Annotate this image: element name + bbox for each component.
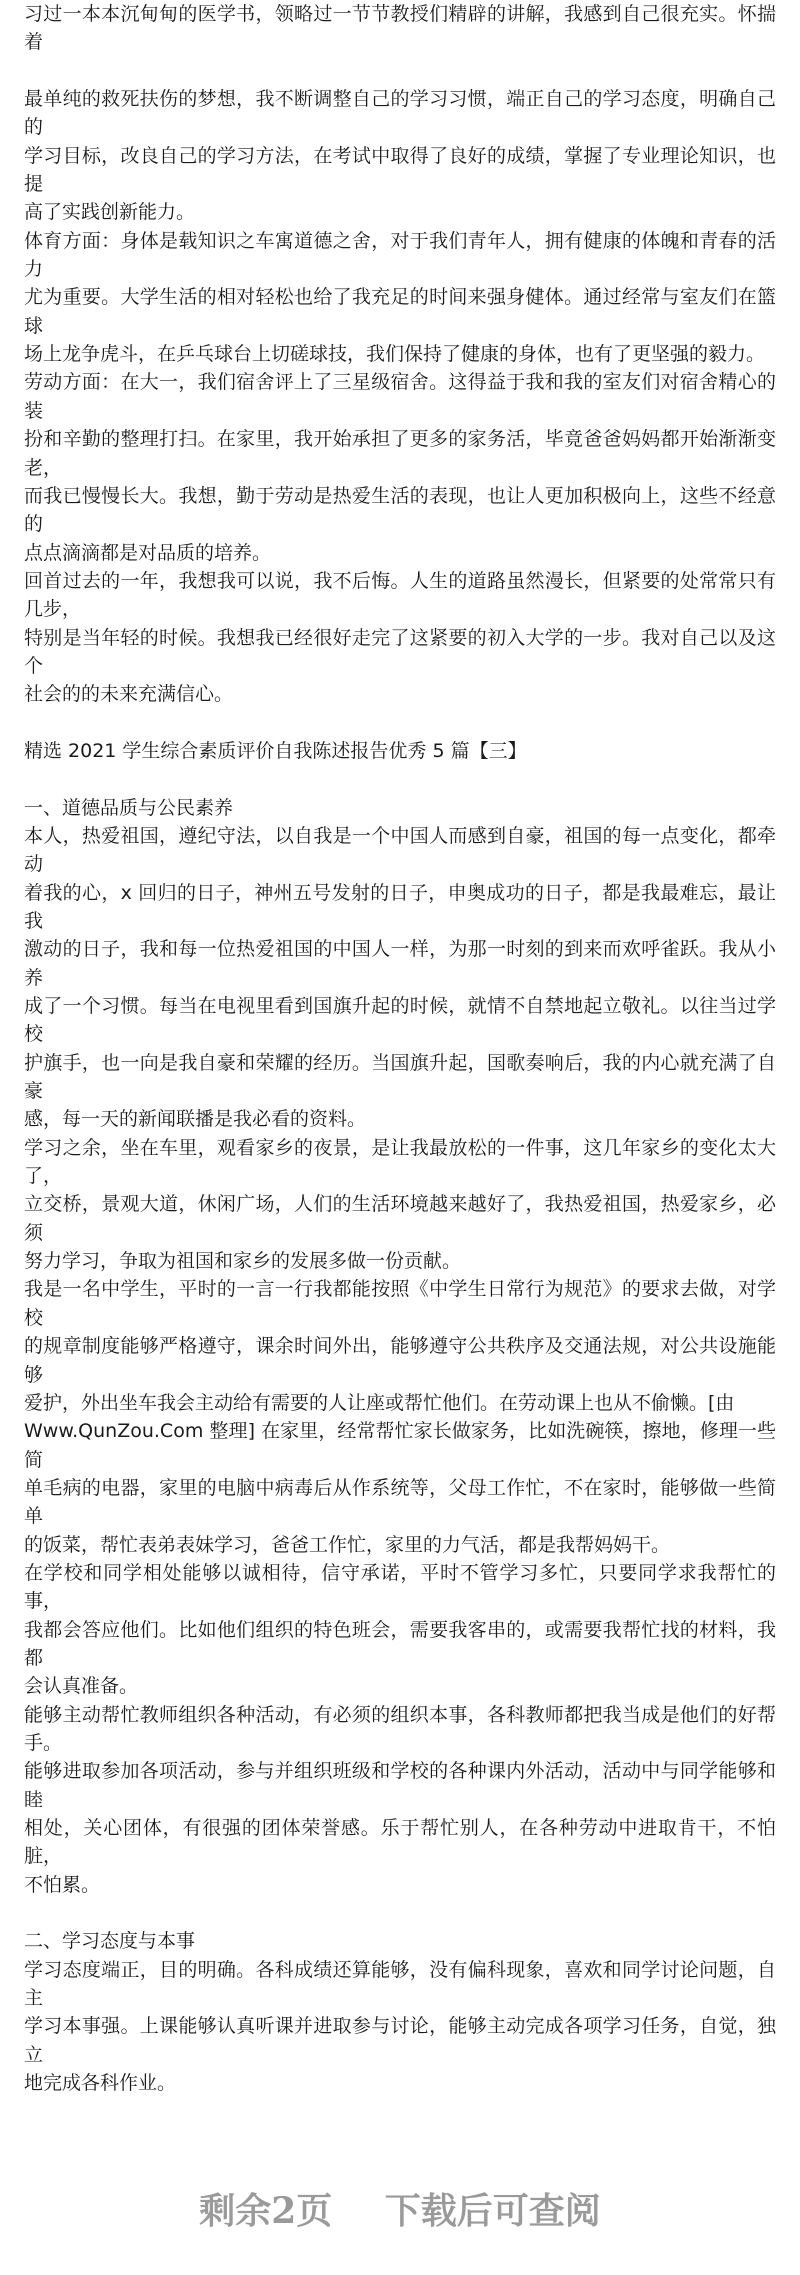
text-line: 点点滴滴都是对品质的培养。 (24, 541, 272, 564)
text-line: 我都会答应他们。比如他们组织的特色班会，需要我客串的，或需要我帮忙找的材料，我都 (24, 1618, 776, 1669)
paragraph (24, 0, 776, 57)
text-line: 努力学习，争取为祖国和家乡的发展多做一份贡献。 (24, 1250, 462, 1273)
document-body (24, 0, 776, 2097)
text-line: 不怕累。 (24, 1873, 101, 1896)
text-line: 着我的心，x 回归的日子，神州五号发射的日子，申奥成功的日子，都是我最难忘，最让我 (24, 881, 776, 932)
paragraph (24, 822, 776, 1134)
text-line: 尤为重要。大学生活的相对轻松也给了我充足的时间来强身健体。通过经常与室友们在篮球 (24, 286, 776, 337)
text-line: 最单纯的救死扶伤的梦想，我不断调整自己的学习习惯，端正自己的学习态度，明确自己的 (24, 88, 776, 139)
paragraph (24, 368, 776, 566)
blank-line (24, 1899, 776, 1927)
paragraph (24, 567, 776, 709)
text-line: 能够进取参加各项活动，参与并组织班级和学校的各种课内外活动，活动中与同学能够和睦 (24, 1760, 776, 1811)
text-line: 本人，热爱祖国，遵纪守法，以自我是一个中国人而感到自豪，祖国的每一点变化，都牵动 (24, 824, 776, 876)
paragraph (24, 1956, 776, 2098)
text-line: 激动的日子，我和每一位热爱祖国的中国人一样，为那一时刻的到来而欢呼雀跃。我从小养 (24, 938, 776, 989)
text-line: 成了一个习惯。每当在电视里看到国旗升起的时候，就情不自禁地起立敬礼。以往当过学校 (24, 995, 776, 1046)
paragraph (24, 794, 776, 822)
text-line: 高了实践创新能力。 (24, 201, 196, 224)
text-line: 回首过去的一年，我想我可以说，我不后悔。人生的道路虽然漫长，但紧要的处常常只有几步， (24, 569, 776, 621)
text-line: 在学校和同学相处能够以诚相待，信守承诺，平时不管学习多忙，只要同学求我帮忙的事， (24, 1561, 776, 1613)
text-line: 特别是当年轻的时候。我想我已经很好走完了这紧要的初入大学的一步。我对自己以及这个 (24, 626, 776, 677)
paragraph (24, 1559, 776, 1701)
text-line: 相处，关心团体，有很强的团体荣誉感。乐于帮忙别人，在各种劳动中进取肯干，不怕脏， (24, 1817, 776, 1868)
text-line: 会认真准备。 (24, 1675, 139, 1698)
text-line: 的规章制度能够严格遵守，课余时间外出，能够遵守公共秩序及交通法规，对公共设施能够 (24, 1335, 776, 1386)
text-line: 体育方面：身体是载知识之车寓道德之舍，对于我们青年人，拥有健康的体魄和青春的活力 (24, 229, 776, 281)
text-line: Www.QunZou.Com 整理] 在家里，经常帮忙家长做家务，比如洗碗筷，擦地，修理一些简 (24, 1420, 776, 1471)
remaining-pages-label: 剩余2页 (199, 2190, 333, 2233)
text-line: 二、学习态度与本事 (24, 1930, 196, 1953)
text-line: 学习本事强。上课能够认真听课并进取参与讨论，能够主动完成各项学习任务，自觉，独立 (24, 2015, 776, 2066)
text-line: 我是一名中学生，平时的一言一行我都能按照《中学生日常行为规范》的要求去做，对学校 (24, 1278, 776, 1329)
text-line: 感，每一天的新闻联播是我必看的资料。 (24, 1108, 367, 1131)
text-line: 社会的的未来充满信心。 (24, 683, 234, 706)
blank-line (24, 57, 776, 85)
text-line: 一、道德品质与公民素养 (24, 796, 234, 819)
paragraph (24, 1275, 776, 1558)
blank-line (24, 709, 776, 737)
paragraph (24, 1701, 776, 1899)
text-line: 地完成各科作业。 (24, 2072, 177, 2095)
text-line: 场上龙争虎斗，在乒乓球台上切磋球技，我们保持了健康的身体，也有了更坚强的毅力。 (24, 343, 766, 366)
text-line: 劳动方面：在大一，我们宿舍评上了三星级宿舍。这得益于我和我的室友们对宿舍精心的装 (24, 371, 776, 422)
text-line: 学习目标，改良自己的学习方法，在考试中取得了良好的成绩，掌握了专业理论知识，也提 (24, 144, 776, 196)
text-line: 立交桥，景观大道，休闲广场，人们的生活环境越来越好了，我热爱祖国，热爱家乡，必须 (24, 1193, 776, 1244)
text-line: 能够主动帮忙教师组织各种活动，有必须的组织本事，各科教师都把我当成是他们的好帮手。 (24, 1703, 776, 1754)
paragraph (24, 737, 776, 765)
text-line: 学习之余，坐在车里，观看家乡的夜景，是让我最放松的一件事，这几年家乡的变化太大了， (24, 1136, 776, 1188)
paragraph (24, 85, 776, 227)
text-line: 习过一本本沉甸甸的医学书，领略过一节节教授们精辟的讲解，我感到自己很充实。怀揣着 (24, 3, 776, 54)
paragraph (24, 1927, 776, 1955)
download-prompt[interactable] (0, 2187, 800, 2275)
text-line: 护旗手，也一向是我自豪和荣耀的经历。当国旗升起，国歌奏响后，我的内心就充满了自豪 (24, 1051, 776, 1103)
text-line: 的饭菜，帮忙表弟表妹学习，爸爸工作忙，家里的力气活，都是我帮妈妈干。 (24, 1533, 671, 1556)
text-line: 学习态度端正，目的明确。各科成绩还算能够，没有偏科现象，喜欢和同学讨论问题，自主 (24, 1958, 776, 2010)
text-line: 单毛病的电器，家里的电脑中病毒后从作系统等，父母工作忙，不在家时，能够做一些简单 (24, 1476, 776, 1528)
text-line: 而我已慢慢长大。我想，勤于劳动是热爱生活的表现，也让人更加积极向上，这些不经意的 (24, 484, 776, 536)
text-line: 爱护，外出坐车我会主动给有需要的人让座或帮忙他们。在劳动课上也从不偷懒。[由 (24, 1391, 735, 1414)
blank-line (24, 765, 776, 793)
download-to-view-link[interactable]: 下载后可查阅 (384, 2190, 601, 2233)
paragraph (24, 227, 776, 369)
text-line: 扮和辛勤的整理打扫。在家里，我开始承担了更多的家务活，毕竟爸爸妈妈都开始渐渐变老， (24, 428, 776, 479)
text-line: 精选 2021 学生综合素质评价自我陈述报告优秀 5 篇【三】 (24, 739, 527, 762)
paragraph (24, 1134, 776, 1276)
